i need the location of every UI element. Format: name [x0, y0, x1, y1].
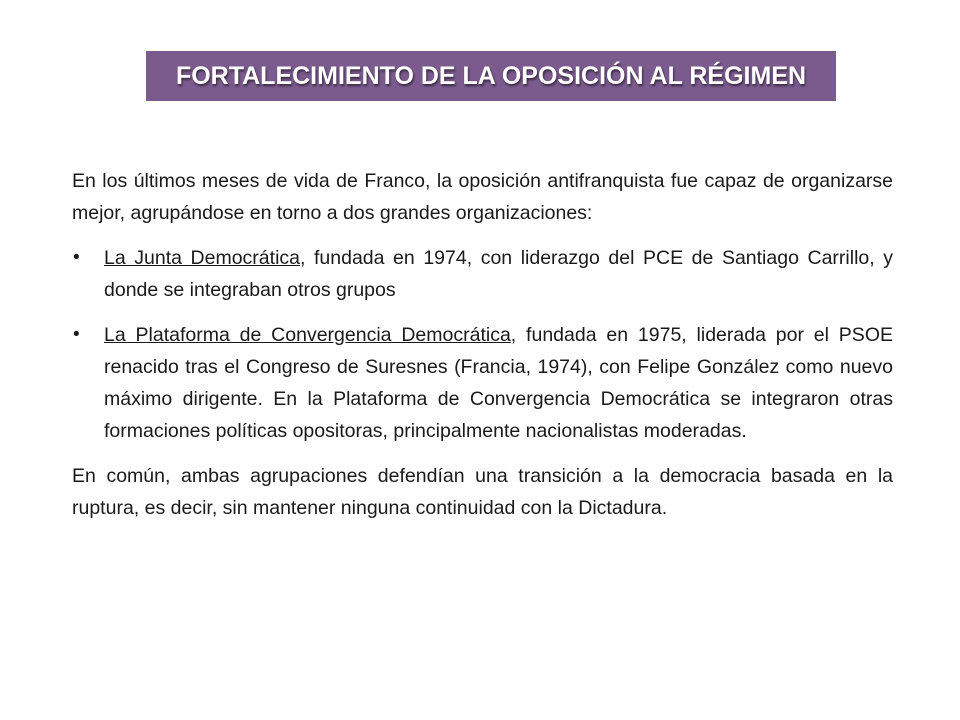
- bullet-item-junta: [72, 242, 893, 306]
- bullet-dot-icon: •: [73, 247, 80, 268]
- bullet-description: , fundada en 1975, liderada por el PSOE renacido tras el Congreso de Suresnes (Francia, 1974), con Felipe González como nuevo máximo dirigente. En la Plataforma de Convergencia Democrática se integraron otras formaciones políticas opositoras, principalmente nacionalistas moderadas.: [104, 324, 893, 442]
- bullet-organization-name: La Plataforma de Convergencia Democrática: [104, 324, 511, 346]
- intro-paragraph: En los últimos meses de vida de Franco, la oposición antifranquista fue capaz de organizarse mejor, agrupándose en torno a dos grandes organizaciones:: [72, 170, 893, 224]
- conclusion-paragraph: En común, ambas agrupaciones defendían una transición a la democracia basada en la ruptura, es decir, sin mantener ninguna continuidad con la Dictadura.: [72, 465, 893, 519]
- bullet-description: , fundada en 1974, con liderazgo del PCE de Santiago Carrillo, y donde se integraban otros grupos: [104, 247, 893, 301]
- title-banner: [146, 51, 836, 101]
- slide-body: [72, 165, 893, 524]
- bullet-dot-icon: •: [73, 324, 80, 345]
- bullet-organization-name: La Junta Democrática: [104, 247, 300, 269]
- slide-title: FORTALECIMIENTO DE LA OPOSICIÓN AL RÉGIMEN: [175, 61, 807, 90]
- bullet-item-plataforma: [72, 319, 893, 447]
